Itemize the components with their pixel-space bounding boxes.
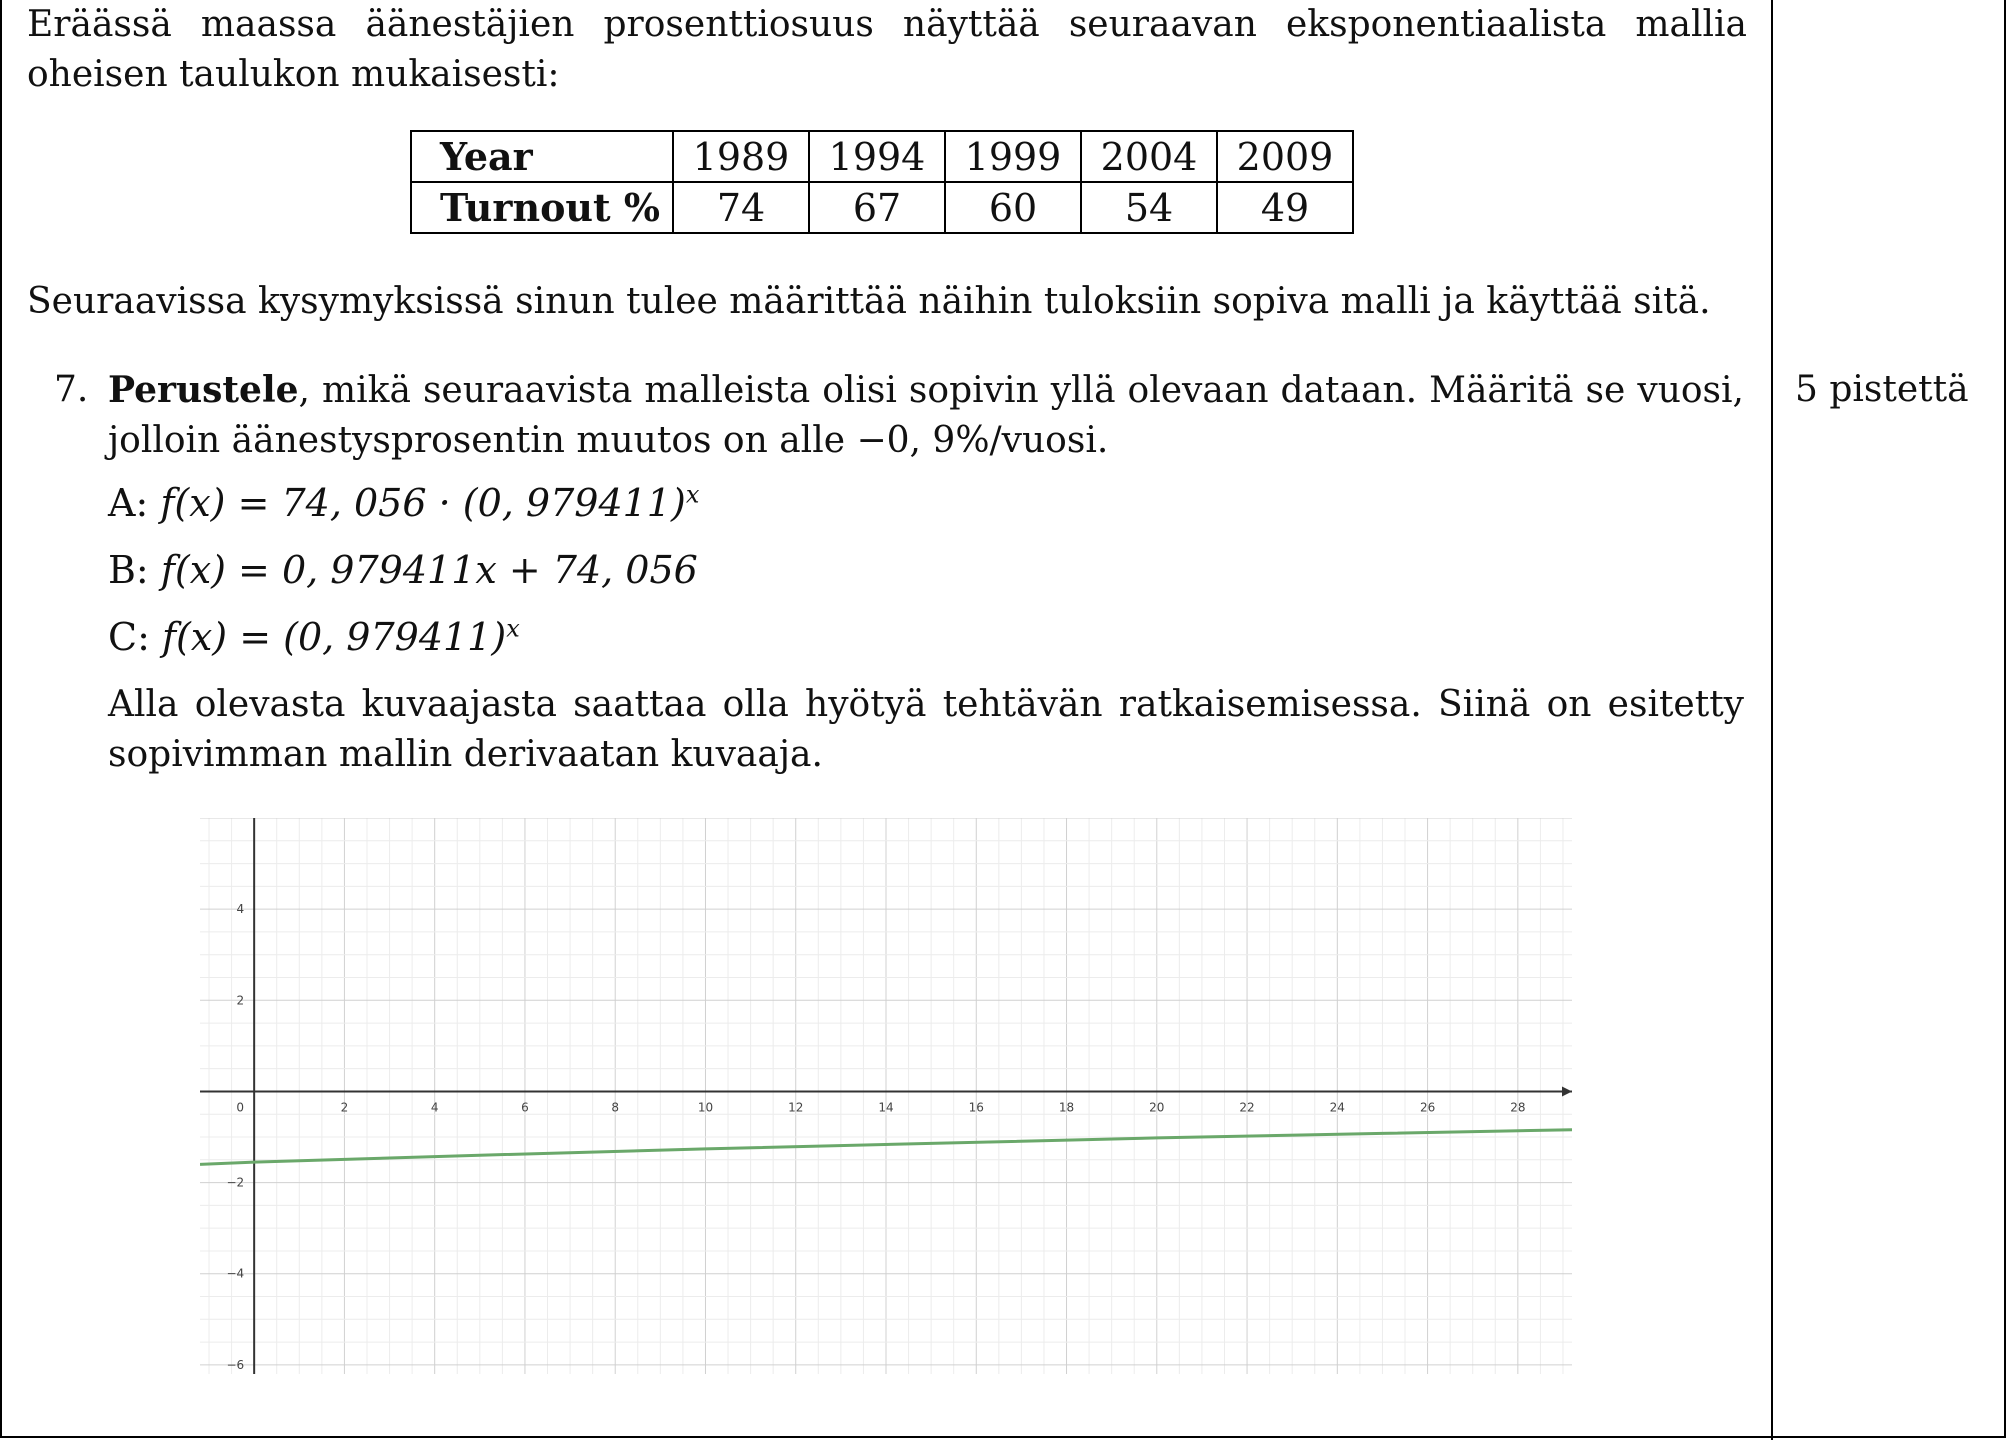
x-tick-label: 12 — [788, 1100, 804, 1115]
turnout-cell: 54 — [1081, 182, 1217, 233]
year-cell: 2009 — [1217, 131, 1353, 182]
option-formula: f(x) = 0, 979411x + 74, 056 — [160, 548, 698, 592]
y-tick-label: −6 — [226, 1357, 245, 1372]
year-cell: 1994 — [809, 131, 945, 182]
year-cell: 1989 — [673, 131, 809, 182]
turnout-cell: 67 — [809, 182, 945, 233]
x-tick-label: 0 — [236, 1100, 244, 1115]
turnout-cell: 60 — [945, 182, 1081, 233]
option-c — [108, 612, 520, 662]
hint-text: Alla olevasta kuvaajasta saattaa olla hyötyä tehtävän ratkaisemisessa. Siinä on esitetty sopivimman mallin derivaatan kuvaaja. — [108, 684, 1744, 775]
option-label: C: — [108, 615, 150, 659]
graph-grid — [200, 818, 1572, 1374]
option-a — [108, 478, 699, 528]
question-text — [108, 365, 1744, 466]
option-label: A: — [108, 481, 149, 525]
intro-text: Eräässä maassa äänestäjien prosenttiosuus näyttää seuraavan eksponentiaalista mallia oheisen taulukon mukaisesti: — [27, 4, 1747, 95]
x-tick-label: 4 — [430, 1100, 439, 1115]
x-tick-label: 22 — [1239, 1100, 1255, 1115]
turnout-row — [411, 182, 1353, 233]
year-row — [411, 131, 1353, 182]
question-body: , mikä seuraavista malleista olisi sopivin yllä olevaan dataan. Määritä se vuosi, jolloin äänestysprosentin muutos on alle −0, 9%/vuosi. — [108, 370, 1744, 461]
x-tick-label: 8 — [611, 1100, 620, 1115]
x-tick-label: 24 — [1329, 1100, 1345, 1115]
y-tick-label: 4 — [236, 902, 245, 917]
year-cell: 2004 — [1081, 131, 1217, 182]
followup-text: Seuraavissa kysymyksissä sinun tulee määrittää näihin tuloksiin sopiva malli ja käyttää sitä. — [27, 281, 1711, 322]
x-tick-label: 14 — [878, 1100, 894, 1115]
x-axis-arrow — [1562, 1086, 1572, 1096]
turnout-cell: 74 — [673, 182, 809, 233]
x-tick-label: 6 — [521, 1100, 529, 1115]
y-tick-label: 2 — [236, 993, 245, 1008]
year-cell: 1999 — [945, 131, 1081, 182]
x-tick-label: 10 — [697, 1100, 714, 1115]
question-number: 7. — [54, 369, 89, 410]
y-tick-label: −4 — [226, 1266, 245, 1281]
turnout-cell: 49 — [1217, 182, 1353, 233]
option-b — [108, 545, 698, 595]
x-tick-label: 2 — [340, 1100, 349, 1115]
question-bold-lead: Perustele — [108, 369, 299, 411]
x-tick-label: 16 — [968, 1100, 984, 1115]
turnout-table — [410, 130, 1354, 234]
x-tick-label: 20 — [1149, 1100, 1165, 1115]
row-header-year: Year — [411, 131, 673, 182]
row-header-turnout: Turnout % — [411, 182, 673, 233]
option-formula: f(x) = (0, 979411) — [161, 615, 507, 659]
derivative-graph — [200, 818, 1572, 1374]
x-tick-label: 28 — [1510, 1100, 1526, 1115]
points-label: 5 pistettä — [1795, 369, 1969, 410]
x-tick-label: 18 — [1058, 1100, 1075, 1115]
option-exponent: x — [506, 614, 520, 643]
y-tick-label: −2 — [226, 1175, 245, 1190]
option-label: B: — [108, 548, 149, 592]
x-tick-label: 26 — [1419, 1100, 1436, 1115]
option-exponent: x — [685, 480, 700, 509]
column-divider — [1771, 0, 1773, 1440]
option-formula: f(x) = 74, 056 · (0, 979411) — [160, 481, 686, 525]
